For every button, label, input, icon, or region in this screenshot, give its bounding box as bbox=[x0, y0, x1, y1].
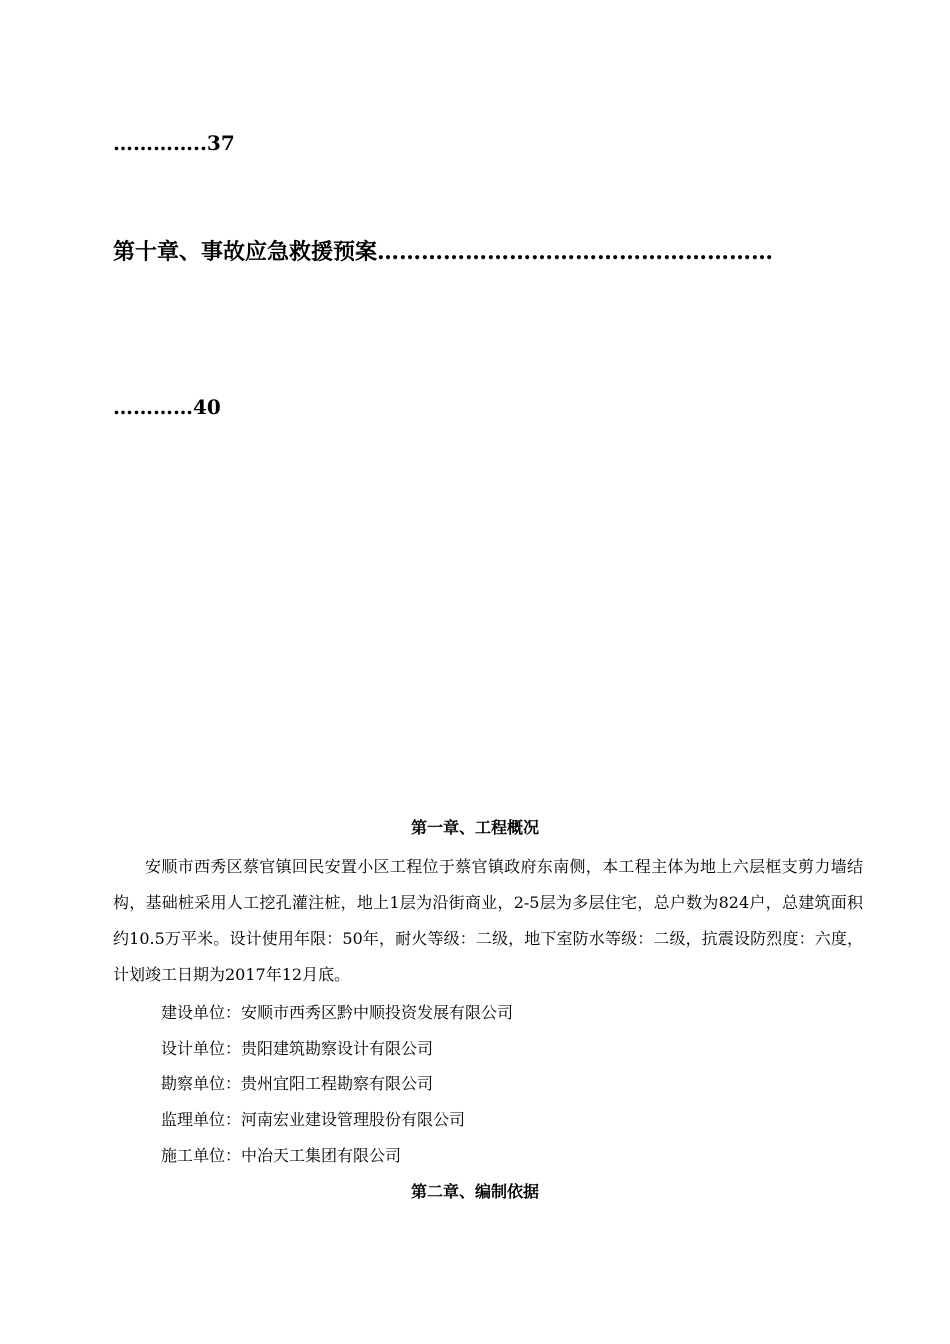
contractor-unit: 施工单位：中冶天工集团有限公司 bbox=[161, 1146, 402, 1165]
supervision-unit: 监理单位：河南宏业建设管理股份有限公司 bbox=[161, 1110, 466, 1129]
design-unit: 设计单位：贵阳建筑勘察设计有限公司 bbox=[161, 1039, 434, 1058]
survey-unit: 勘察单位：贵州宜阳工程勘察有限公司 bbox=[161, 1074, 434, 1093]
toc-entry-page-40: …………40 bbox=[113, 395, 221, 419]
toc-entry-page-37: …………..37 bbox=[113, 131, 235, 155]
project-overview-paragraph: 安顺市西秀区蔡官镇回民安置小区工程位于蔡官镇政府东南侧，本工程主体为地上六层框支剪力墙结构，基础桩采用人工挖孔灌注桩，地上1层为沿街商业，2-5层为多层住宅，总户数为824户，总建筑面积约10.5万平米。设计使用年限：50年，耐火等级：二级，地下室防水等级：二级，抗震设防烈度：六度，计划竣工日期为2017年12月底。 bbox=[113, 857, 863, 984]
construction-unit: 建设单位：安顺市西秀区黔中顺投资发展有限公司 bbox=[161, 1003, 514, 1022]
toc-entry-chapter-10: 第十章、事故应急救援预案……………………………………………… bbox=[113, 239, 774, 265]
chapter-1-title: 第一章、工程概况 bbox=[410, 818, 539, 837]
chapter-2-title: 第二章、编制依据 bbox=[410, 1182, 539, 1201]
